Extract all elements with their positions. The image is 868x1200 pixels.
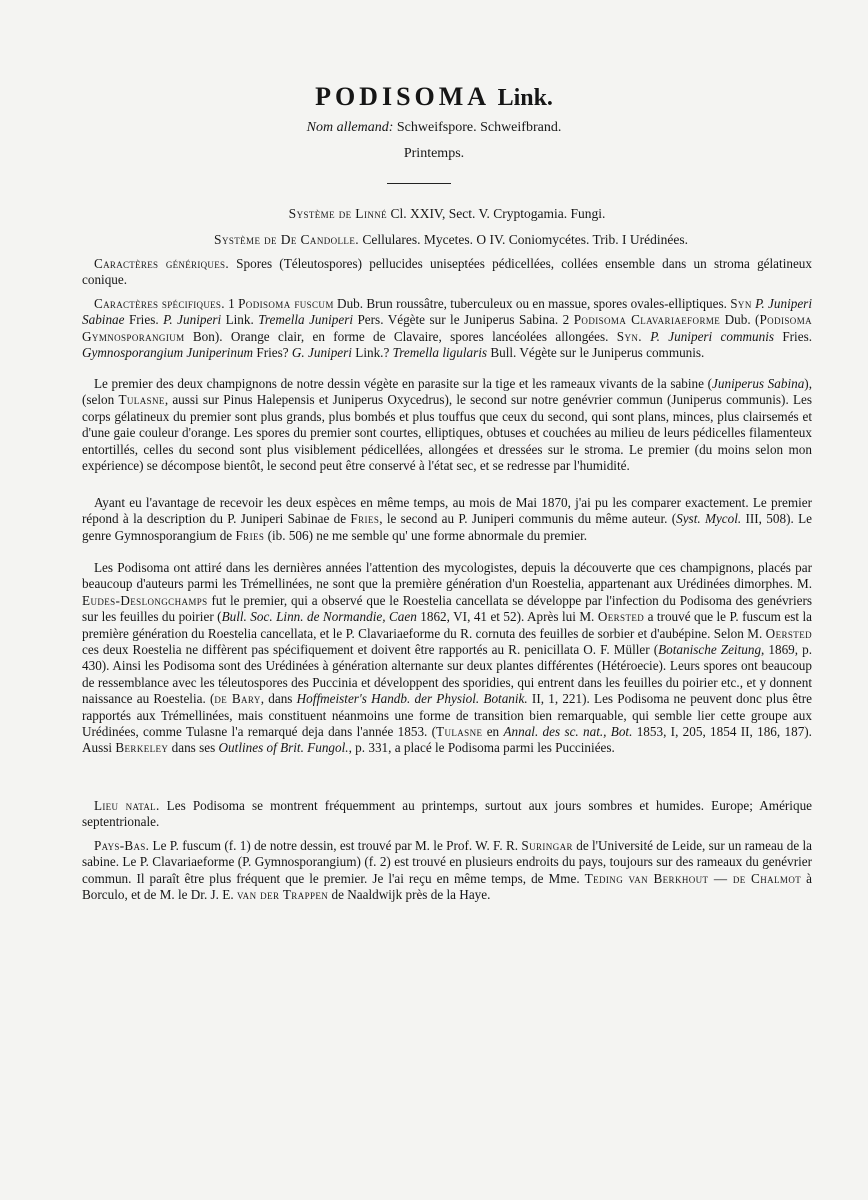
german-names: Schweifspore. Schweifbrand. bbox=[396, 120, 562, 135]
species-name: Podisoma Gymnosporangium bbox=[82, 312, 812, 344]
citation-title: Botanische Zeitung bbox=[658, 642, 762, 658]
italic-term: Juniperus Sabina bbox=[712, 376, 805, 391]
specific-text: Fries? bbox=[253, 345, 292, 361]
synonym-name: G. Juniperi bbox=[291, 345, 352, 361]
body-text: Les Podisoma ont attiré dans les dernières années l'attention des mycologistes, depuis la découverte que ces champignons, placés par beaucoup d'auteurs parmi les Trémellinées, ne sont que la première génération d'un Roestelia, appartenant aux Urédinées dimorphes. M. bbox=[82, 560, 812, 592]
author-name: Oersted bbox=[597, 609, 645, 625]
citation-title: Outlines of Brit. Fungol. bbox=[218, 740, 349, 756]
body-text: a trouvé que le P. fuscum est la première génération du Roestelia cancellata, et le P. Clavariaeforme du R. cornuta des feuilles de sorbier et d'aubépine. Selon M. bbox=[82, 609, 812, 641]
page-title bbox=[0, 82, 868, 112]
synonym-name: Gymnosporangium Juniperinum bbox=[82, 345, 254, 361]
author-name: Eudes-Deslongchamps bbox=[82, 592, 208, 608]
body-text: , dans bbox=[260, 691, 297, 707]
specific-text: Dub. Brun roussâtre, tuberculeux ou en massue, spores ovales-elliptiques. bbox=[333, 296, 731, 311]
synonym-label: Syn. bbox=[616, 328, 642, 344]
citation-title: Syst. Mycol. bbox=[676, 511, 742, 527]
author-name: van der Trappen bbox=[236, 887, 329, 903]
generic-characters-paragraph bbox=[82, 256, 812, 289]
linne-system-line bbox=[0, 206, 868, 222]
linne-label: Système de Linné bbox=[288, 206, 388, 221]
body-text: de l'Université de Leide, sur un rameau de la sabine. Le P. Clavariaeforme (P. Gymnosporangium) (f. 2) est trouvé en plusieurs endroits du pays, toujours sur des rameaux du genévrier commun. Il paraît être plus fréquent que le premier. Je l'ai reçu en même temps, de Mme. bbox=[82, 838, 812, 886]
author-name: Berkeley bbox=[115, 740, 169, 756]
body-text: fut le premier, qui a observé que le Roestelia cancellata se développe par l'infection du Podisoma des genévriers sur les feuilles du poirier ( bbox=[82, 592, 812, 625]
body-text: , 1869, p. 430). Ainsi les Podisoma sont des Urédinées à génération alternante sur deux plantes différentes (Hétéroecie). Leurs spores ont beaucoup de ressemblance avec les téleutospores des Puccinia et développent des sporidies, qui entrent dans les feuilles du poirier etc., et y donnent naissance au Roestelia. ( bbox=[82, 642, 812, 707]
body-text: de Naaldwijk près de la Haye. bbox=[328, 887, 491, 903]
divider-rule bbox=[387, 183, 451, 184]
netherlands-label: Pays-Bas. bbox=[94, 838, 150, 853]
body-text: dans ses bbox=[168, 740, 219, 756]
body-text: ), (selon bbox=[82, 376, 812, 408]
specific-label: Caractères spécifiques. bbox=[94, 296, 225, 311]
candolle-text: Cellulares. Mycetes. O IV. Coniomycétes. Trib. I Urédinées. bbox=[362, 232, 688, 247]
german-label: Nom allemand: bbox=[306, 120, 394, 135]
body-text: (ib. 506) ne me semble qu' une forme abnormale du premier. bbox=[264, 527, 588, 543]
species-name: Podisoma fuscum bbox=[238, 296, 334, 311]
specific-text: Fries. bbox=[774, 328, 813, 344]
body-text: 1862, VI, 41 et 52). Après lui M. bbox=[416, 609, 598, 625]
specific-text: 1 bbox=[224, 296, 239, 311]
description-paragraph bbox=[82, 376, 812, 474]
author-name: Teding van Berkhout — de Chalmot bbox=[584, 870, 802, 886]
body-text: Le P. fuscum (f. 1) de notre dessin, est trouvé par M. le Prof. W. F. R. bbox=[152, 838, 522, 853]
body-text: Ayant eu l'avantage de recevoir les deux espèces en même temps, au mois de Mai 1870, j'ai pu les comparer exactement. Le premier répond à la description du P. Juniperi Sabinae de bbox=[82, 495, 812, 527]
body-text: III, 508). Le genre Gymnosporangium de bbox=[82, 511, 812, 543]
synonym-label: Syn bbox=[730, 296, 752, 311]
body-text: , aussi sur Pinus Halepensis et Juniperus Oxycedrus), le second sur notre genévrier commun (Juniperus communis). Les corps gélatineux du premier sont plus grands, plus bombés et plus touffus que ceux du second, qui sont plans, minces, plus clairsemés et d'une gaie couleur d'orange. Les spores du premier sont courtes, elliptiques, obtuses et couchées au milieu de leurs pédicelles filamenteux entortillés, celles du second sont plus visiblement pédicellées, allongées et dressées sur le stroma. Le premier (du moins selon mon expérience) se décompose bientôt, le second peut être conservé à l'état sec, et se redresse par l'humidité. bbox=[82, 392, 812, 474]
body-text: à Borculo, et de M. le Dr. J. E. bbox=[82, 870, 812, 903]
species-name: Podisoma Clavariaeforme bbox=[573, 312, 721, 328]
generic-text: Spores (Téleutospores) pellucides uniseptées pédicellées, collées ensemble dans un stroma gélatineux conique. bbox=[82, 256, 812, 288]
synonym-name: P. Juniperi bbox=[163, 312, 222, 328]
citation-title: Hoffmeister's Handb. der Physiol. Botanik. bbox=[296, 691, 528, 707]
author-name: Oersted bbox=[765, 625, 812, 641]
comparison-paragraph bbox=[82, 495, 812, 544]
habitat-paragraph bbox=[82, 798, 812, 831]
body-text: , le second au P. Juniperi communis du même auteur. ( bbox=[379, 511, 677, 527]
specific-text: Fries. bbox=[124, 312, 164, 328]
body-text: 1853, I, 205, 1854 II, 186, 187). Aussi bbox=[82, 724, 812, 756]
history-paragraph bbox=[82, 560, 812, 757]
specific-characters-paragraph bbox=[82, 296, 812, 362]
author-name: Fries bbox=[235, 527, 265, 543]
author-name: de Bary bbox=[214, 691, 261, 707]
german-name-line bbox=[0, 120, 868, 136]
specific-text: Link.? bbox=[351, 345, 393, 361]
author-name: Fries bbox=[350, 511, 380, 527]
synonym-name: P. Juniperi Sabinae bbox=[82, 296, 812, 328]
body-text: ces deux Roestelia ne diffèrent pas spécifiquement et doivent être rapportés au R. penicillata O. F. Müller ( bbox=[82, 642, 659, 658]
specific-text: Bon). Orange clair, en forme de Clavaire, spores lancéolées allongées. bbox=[184, 328, 617, 344]
author-name: Tulasne bbox=[118, 392, 165, 408]
season: Printemps. bbox=[403, 146, 465, 161]
body-text: Le premier des deux champignons de notre dessin végète en parasite sur la tige et les rameaux vivants de la sabine ( bbox=[94, 376, 713, 391]
specific-text: Dub. ( bbox=[720, 312, 760, 328]
body-text: en bbox=[482, 724, 504, 740]
synonym-name: Tremella Juniperi bbox=[258, 312, 354, 328]
author-name: Suringar bbox=[521, 838, 573, 853]
habitat-label: Lieu natal. bbox=[94, 798, 160, 813]
generic-label: Caractères génériques. bbox=[94, 256, 229, 271]
genus-name: PODISOMA bbox=[315, 82, 491, 111]
synonym-name: P. Juniperi communis bbox=[641, 328, 775, 344]
citation-title: Bull. Soc. Linn. de Normandie, Caen bbox=[221, 609, 417, 625]
habitat-text: Les Podisoma se montrent fréquemment au printemps, surtout aux jours sombres et humides. Europe; Amérique septentrionale. bbox=[82, 798, 813, 830]
body-text: , p. 331, a placé le Podisoma parmi les Pucciniées. bbox=[348, 740, 615, 756]
specific-text: Link. bbox=[221, 312, 259, 328]
candolle-label: Système de De Candolle. bbox=[214, 232, 359, 247]
genus-author: Link. bbox=[497, 85, 553, 111]
candolle-system-line bbox=[0, 232, 868, 248]
specific-text: Bull. Végète sur le Juniperus communis. bbox=[487, 345, 705, 361]
netherlands-paragraph bbox=[82, 838, 812, 904]
linne-text: Cl. XXIV, Sect. V. Cryptogamia. Fungi. bbox=[390, 206, 606, 221]
citation-title: Annal. des sc. nat., Bot. bbox=[503, 724, 633, 740]
author-name: Tulasne bbox=[436, 724, 483, 740]
body-text: II, 1, 221). Les Podisoma ne peuvent donc plus être rapportés aux Trémellinées, mais constituent néanmoins une forme de transition bien remarquable, qui semble lier cette groupe aux Urédinées, comme Tulasne l'a remarqué deja dans l'année 1853. ( bbox=[82, 691, 812, 740]
specific-text: Pers. Végète sur le Juniperus Sabina. 2 bbox=[353, 312, 574, 328]
synonym-name: Tremella ligularis bbox=[392, 345, 488, 361]
